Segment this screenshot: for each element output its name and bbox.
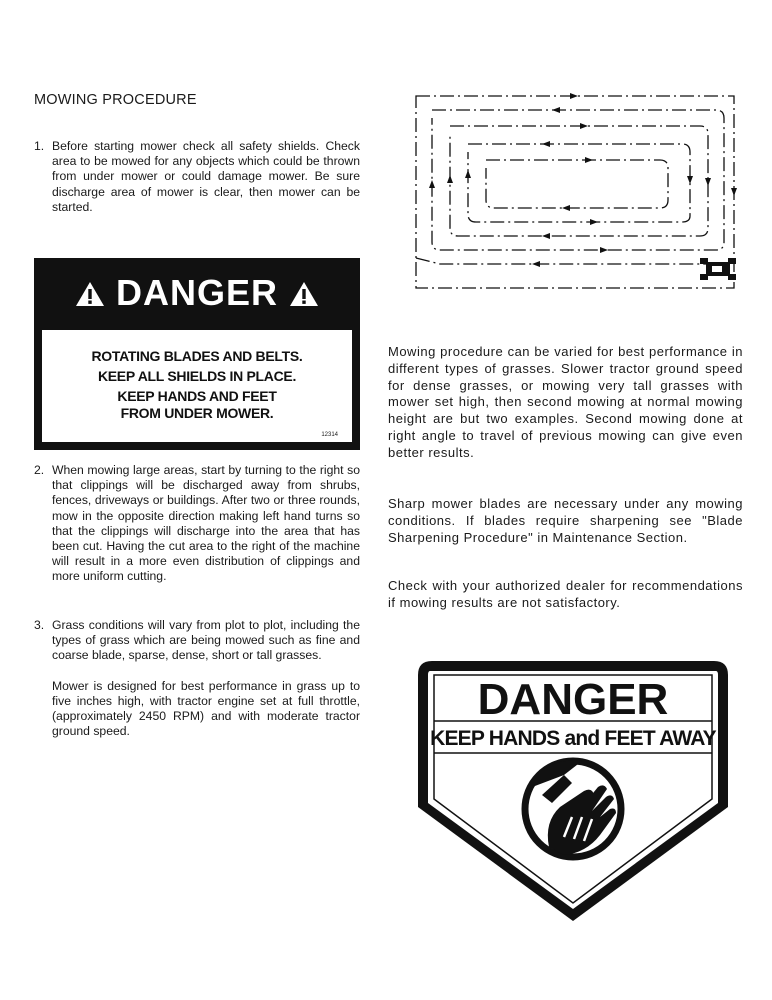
danger-sign-title: DANGER [477,675,669,724]
danger-line: KEEP HANDS AND FEET [117,388,277,404]
step-number: 1. [34,139,45,153]
step-2 [34,463,360,585]
danger-sign-rotating-blades [34,258,360,450]
step-number: 2. [34,463,45,477]
step-text: Grass conditions will vary from plot to plot, including the types of grass which are being mowed such as fine and coarse blade, sparse, dense, short or tall grasses. [52,618,360,663]
danger-line: ROTATING BLADES AND BELTS. [91,348,303,364]
step-text: Before starting mower check all safety shields. Check area to be mowed for any objects which could be thrown from under mower or could damage mower. Be sure discharge area of mower is clear, then mower can be started. [52,139,360,214]
paragraph-text: Sharp mower blades are necessary under any mowing conditions. If blades require sharpening see "Blade Sharpening Procedure" in Maintenance Section. [388,496,743,545]
warning-triangle-icon [289,272,319,313]
danger-word: DANGER [115,272,278,313]
paragraph-text: Check with your authorized dealer for recommendations if mowing results are not satisfactory. [388,578,743,610]
step-number: 3. [34,618,45,632]
tractor-icon [700,258,736,280]
danger-sign-keep-hands-away [414,657,732,925]
paragraph-text: Mowing procedure can be varied for best performance in different types of grasses. Slower tractor ground speed for dense grasses, or mowing very tall grasses with mower set high, then second mowing at normal mowing height are but two examples. Second mowing done at right angle to travel of previous mowing can give even better results. [388,344,743,460]
mowing-pattern-diagram [410,88,748,304]
paragraph-dealer [388,578,743,612]
step-1 [34,139,360,215]
sign-part-number: 12314 [321,432,338,438]
danger-sign-title [34,272,360,314]
danger-sign-panel [42,330,352,442]
paragraph-procedure [388,344,743,462]
paragraph-sharp-blades [388,496,743,546]
danger-sign-subtitle: KEEP HANDS and FEET AWAY [430,727,716,750]
step-3 [34,618,360,739]
warning-triangle-icon [75,272,116,313]
danger-line: FROM UNDER MOWER. [120,405,274,421]
step-text: When mowing large areas, start by turning to the right so that clippings will be discharged away from shrubs, fences, driveways or buildings. After two or three rounds, mow in the opposite direction making left hand turns so that the clippings will discharge into the area that has been cut. Having the cut area to the right of the machine will result in a more even distribution of clippings and more uniform cutting. [52,463,360,584]
section-heading: MOWING PROCEDURE [34,92,197,108]
hand-and-blade-icon [525,761,621,857]
step-text: Mower is designed for best performance in grass up to five inches high, with tractor engine set at full throttle, (approximately 2450 RPM) and with moderate tractor ground speed. [52,678,360,739]
danger-line: KEEP ALL SHIELDS IN PLACE. [97,368,297,384]
